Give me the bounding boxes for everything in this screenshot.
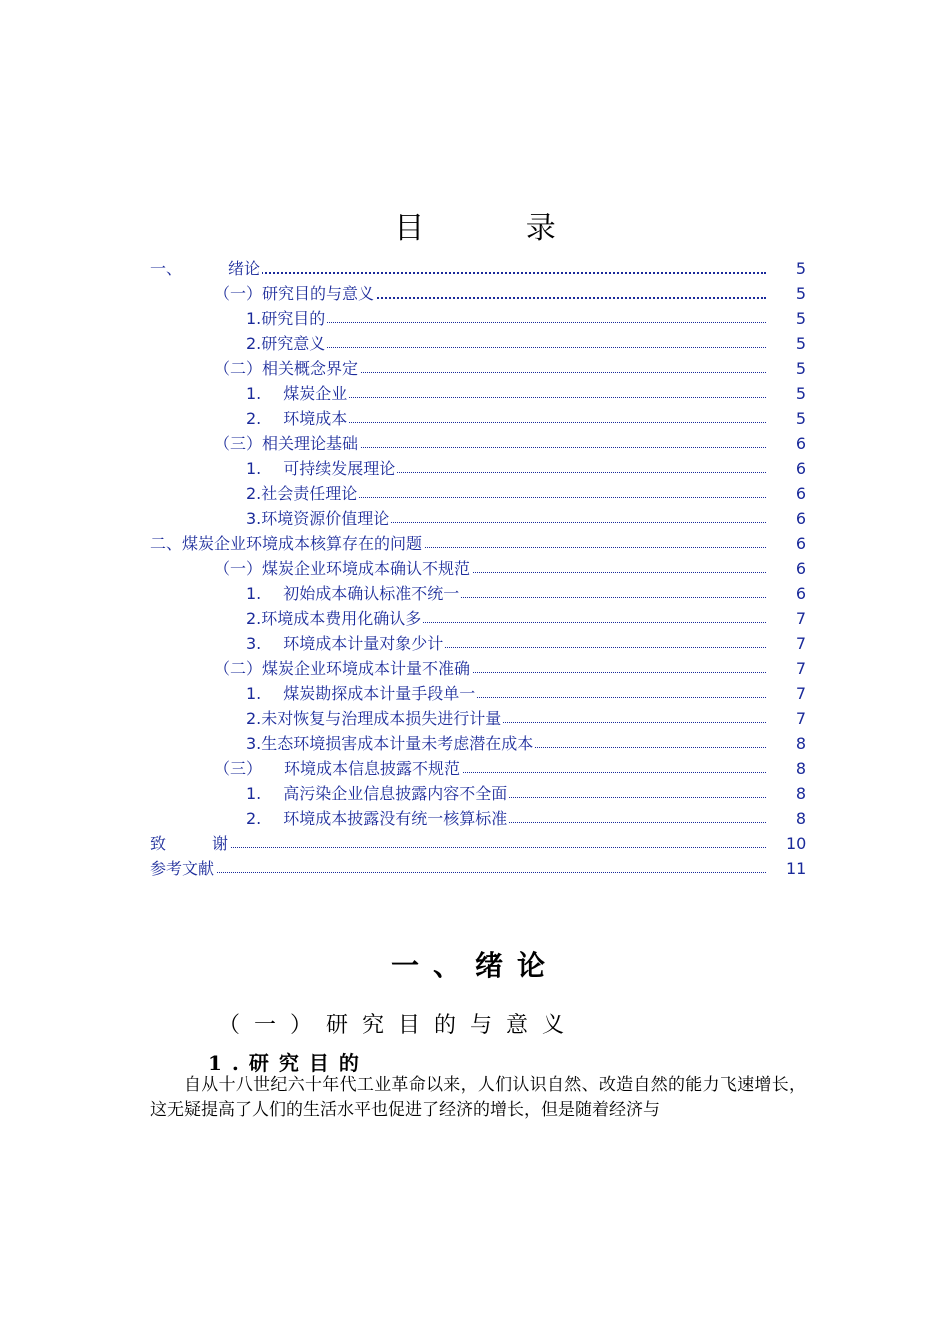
chapter-heading: 一、绪论 bbox=[390, 949, 559, 982]
toc-page-number: 6 bbox=[795, 584, 806, 603]
toc-entry[interactable]: （二）煤炭企业环境成本计量不准确 7 bbox=[150, 656, 806, 681]
table-of-contents bbox=[150, 256, 806, 881]
toc-entry[interactable]: 1.研究目的 5 bbox=[150, 306, 806, 331]
toc-entry[interactable]: 致 谢 10 bbox=[150, 831, 806, 856]
toc-page-number: 5 bbox=[795, 359, 806, 378]
toc-page-number: 11 bbox=[786, 859, 807, 878]
toc-entry[interactable]: （三） 环境成本信息披露不规范 8 bbox=[150, 756, 806, 781]
toc-entry[interactable]: 2.未对恢复与治理成本损失进行计量 7 bbox=[150, 706, 806, 731]
toc-entry[interactable]: 2. 环境成本 5 bbox=[150, 406, 806, 431]
toc-page-number: 7 bbox=[795, 609, 806, 628]
toc-entry[interactable]: 2. 环境成本披露没有统一核算标准 8 bbox=[150, 806, 806, 831]
toc-entry[interactable]: （一）研究目的与意义 5 bbox=[150, 281, 806, 306]
toc-entry[interactable]: 一、 绪论 5 bbox=[150, 256, 806, 281]
toc-page-number: 5 bbox=[795, 309, 806, 328]
toc-page-number: 6 bbox=[795, 434, 806, 453]
toc-page-number: 7 bbox=[795, 634, 806, 653]
toc-page-number: 6 bbox=[795, 534, 806, 553]
subsection-heading: 1.研究目的 bbox=[208, 1051, 369, 1075]
toc-page-number: 6 bbox=[795, 559, 806, 578]
toc-entry[interactable]: 1. 可持续发展理论 6 bbox=[150, 456, 806, 481]
toc-title: 目 录 bbox=[394, 211, 602, 246]
toc-page-number: 8 bbox=[795, 759, 806, 778]
toc-page-number: 7 bbox=[795, 659, 806, 678]
toc-page-number: 6 bbox=[795, 509, 806, 528]
body-paragraph: 自从十八世纪六十年代工业革命以来，人们认识自然、改造自然的能力飞速增长，这无疑提高了人们的生活水平也促进了经济的增长，但是随着经济与 bbox=[150, 1075, 806, 1120]
toc-entry[interactable]: 2.社会责任理论 6 bbox=[150, 481, 806, 506]
toc-entry[interactable]: 1. 煤炭勘探成本计量手段单一 7 bbox=[150, 681, 806, 706]
toc-entry[interactable]: 3. 环境成本计量对象少计 7 bbox=[150, 631, 806, 656]
toc-page-number: 5 bbox=[795, 259, 806, 278]
toc-entry[interactable]: 3.生态环境损害成本计量未考虑潜在成本 8 bbox=[150, 731, 806, 756]
toc-page-number: 6 bbox=[795, 484, 806, 503]
toc-page-number: 7 bbox=[795, 709, 806, 728]
toc-page-number: 5 bbox=[795, 284, 806, 303]
toc-entry[interactable]: （三）相关理论基础 6 bbox=[150, 431, 806, 456]
toc-entry[interactable]: 2.环境成本费用化确认多 7 bbox=[150, 606, 806, 631]
toc-entry[interactable]: 3.环境资源价值理论 6 bbox=[150, 506, 806, 531]
toc-entry[interactable]: 1. 初始成本确认标准不统一 6 bbox=[150, 581, 806, 606]
toc-page-number: 8 bbox=[795, 809, 806, 828]
toc-entry[interactable]: （二）相关概念界定 5 bbox=[150, 356, 806, 381]
toc-entry[interactable]: 1. 高污染企业信息披露内容不全面 8 bbox=[150, 781, 806, 806]
section-heading: （一）研究目的与意义 bbox=[218, 1013, 579, 1038]
toc-page-number: 7 bbox=[795, 684, 806, 703]
toc-page-number: 5 bbox=[795, 334, 806, 353]
toc-page-number: 6 bbox=[795, 459, 806, 478]
toc-page-number: 8 bbox=[795, 734, 806, 753]
toc-entry[interactable]: 1. 煤炭企业 5 bbox=[150, 381, 806, 406]
toc-page-number: 8 bbox=[795, 784, 806, 803]
toc-page-number: 5 bbox=[795, 384, 806, 403]
toc-entry[interactable]: 二、煤炭企业环境成本核算存在的问题 6 bbox=[150, 531, 806, 556]
toc-entry[interactable]: 参考文献 11 bbox=[150, 856, 806, 881]
toc-page-number: 10 bbox=[786, 834, 807, 853]
toc-entry[interactable]: 2.研究意义 5 bbox=[150, 331, 806, 356]
toc-entry[interactable]: （一）煤炭企业环境成本确认不规范 6 bbox=[150, 556, 806, 581]
toc-page-number: 5 bbox=[795, 409, 806, 428]
